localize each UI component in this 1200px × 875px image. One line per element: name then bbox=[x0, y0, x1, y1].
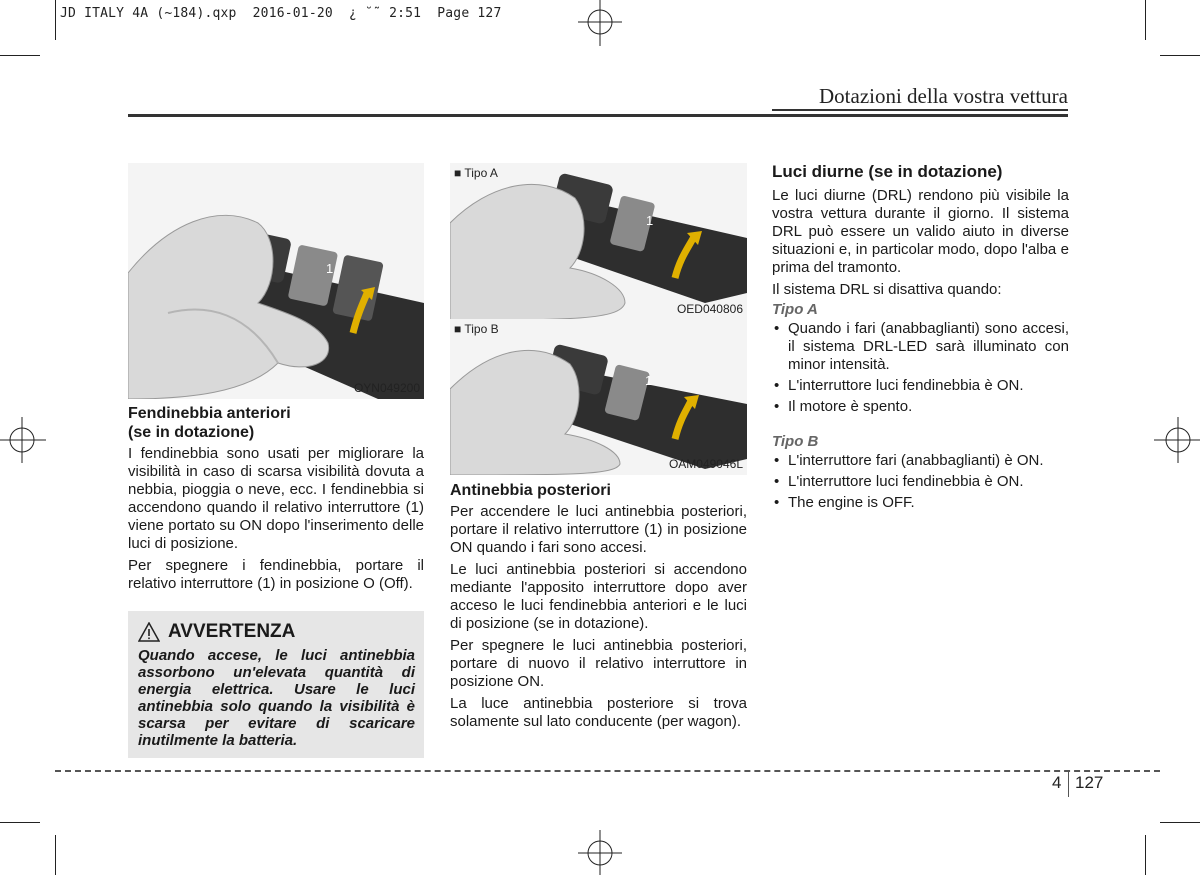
list-item: • Il motore è spento. bbox=[772, 398, 1069, 416]
section-heading: Antinebbia posteriori bbox=[450, 482, 611, 499]
crop-mark bbox=[0, 822, 40, 823]
figure-tag: ■ Tipo A bbox=[454, 166, 498, 180]
paragraph: Per accendere le luci antinebbia posteriori, portare il relativo interruttore (1) in posizione ON quando i fari sono accesi. bbox=[450, 503, 747, 556]
fog-lights-section bbox=[128, 404, 424, 597]
paragraph: La luce antinebbia posteriore si trova solamente sul lato conducente (per wagon). bbox=[450, 695, 747, 730]
figure-type-b bbox=[450, 319, 747, 475]
list-item: • The engine is OFF. bbox=[772, 494, 1069, 512]
figure-tag: ■ Tipo B bbox=[454, 322, 499, 336]
warning-triangle-icon bbox=[138, 622, 160, 642]
warning-box bbox=[128, 611, 424, 758]
crop-mark bbox=[1145, 0, 1146, 40]
paragraph: Il sistema DRL si disattiva quando: bbox=[772, 281, 1002, 298]
section-heading-sub: (se in dotazione) bbox=[128, 424, 255, 441]
registration-mark-right bbox=[1152, 415, 1200, 465]
paragraph: Le luci diurne (DRL) rendono più visibile la vostra vettura durante il giorno. Il sistema DRL può essere un valido aiuto in diverse situazioni e, in particolar modo, dopo l'alba e prima del tramonto. bbox=[772, 187, 1069, 276]
tipo-a-list bbox=[772, 320, 1069, 416]
footer-divider bbox=[1068, 771, 1069, 797]
list-item: • L'interruttore fari (anabbaglianti) è ON. bbox=[772, 452, 1069, 470]
figure-code: OED040806 bbox=[676, 302, 743, 316]
switch-number-label: 1 bbox=[646, 213, 654, 228]
registration-mark-bottom bbox=[575, 828, 625, 875]
header-rule bbox=[128, 114, 1068, 117]
warning-text: Quando accese, le luci antinebbia assorbono un'elevata quantità di energia elettrica. Usare le luci antinebbia solo quando la visibilità è scarsa per evitare di scaricare inutilmente la batteria. bbox=[138, 647, 415, 749]
section-heading: Luci diurne (se in dotazione) bbox=[772, 162, 1003, 181]
registration-mark-top bbox=[575, 0, 625, 50]
section-title: Dotazioni della vostra vettura bbox=[819, 84, 1068, 108]
rear-fog-section bbox=[450, 481, 747, 735]
paragraph: Per spegnere i fendinebbia, portare il relativo interruttore (1) in posizione O (Off). bbox=[128, 557, 424, 592]
footer-rule bbox=[55, 770, 1160, 772]
warning-title: AVVERTENZA bbox=[168, 621, 296, 642]
print-header: JD ITALY 4A (~184).qxp 2016-01-20 ¿ ˘˜ 2:51 Page 127 bbox=[60, 6, 502, 21]
section-heading: Fendinebbia anteriori bbox=[128, 405, 291, 422]
paragraph: I fendinebbia sono usati per migliorare la visibilità in caso di scarsa visibilità dovuta a nebbia, pioggia o neve, ecc. I fendinebbia si accendono quando il relativo interruttore (1) viene portato su ON dopo l'inserimento delle luci di posizione. bbox=[128, 445, 424, 552]
crop-mark bbox=[1160, 822, 1200, 823]
tipo-b-list bbox=[772, 452, 1069, 512]
figure-fog-light-switch bbox=[128, 163, 424, 399]
crop-mark bbox=[1160, 55, 1200, 56]
paragraph: Le luci antinebbia posteriori si accendono mediante l'apposito interruttore dopo aver acceso le luci fendinebbia anteriori e le luci di posizione (se in dotazione). bbox=[450, 561, 747, 632]
list-item: • L'interruttore luci fendinebbia è ON. bbox=[772, 473, 1069, 491]
crop-mark bbox=[55, 0, 56, 40]
figure-type-a bbox=[450, 163, 747, 320]
title-rule bbox=[772, 109, 1068, 111]
switch-number-label: 1 bbox=[645, 373, 653, 388]
chapter-number: 4 bbox=[1052, 773, 1062, 792]
paragraph: Per spegnere le luci antinebbia posteriori, portare di nuovo il relativo interruttore in posizione ON. bbox=[450, 637, 747, 690]
crop-mark bbox=[55, 835, 56, 875]
stalk-illustration-b bbox=[450, 319, 747, 475]
drl-section bbox=[772, 162, 1069, 515]
list-item: • L'interruttore luci fendinebbia è ON. bbox=[772, 377, 1069, 395]
figure-code: OAM049046L bbox=[668, 457, 743, 471]
list-item: • Quando i fari (anabbaglianti) sono accesi, il sistema DRL-LED sarà illuminato con minor intensità. bbox=[772, 320, 1069, 374]
crop-mark bbox=[0, 55, 40, 56]
figure-code: OYN049200 bbox=[353, 381, 420, 395]
crop-mark bbox=[1145, 835, 1146, 875]
stalk-illustration bbox=[128, 163, 424, 399]
tipo-a-label: Tipo A bbox=[772, 301, 818, 318]
warning-title-row bbox=[138, 621, 415, 643]
page-number: 127 bbox=[1075, 773, 1104, 792]
registration-mark-left bbox=[0, 415, 48, 465]
stalk-illustration-a bbox=[450, 163, 747, 320]
switch-number-label: 1 bbox=[326, 261, 334, 276]
tipo-b-label: Tipo B bbox=[772, 433, 819, 450]
